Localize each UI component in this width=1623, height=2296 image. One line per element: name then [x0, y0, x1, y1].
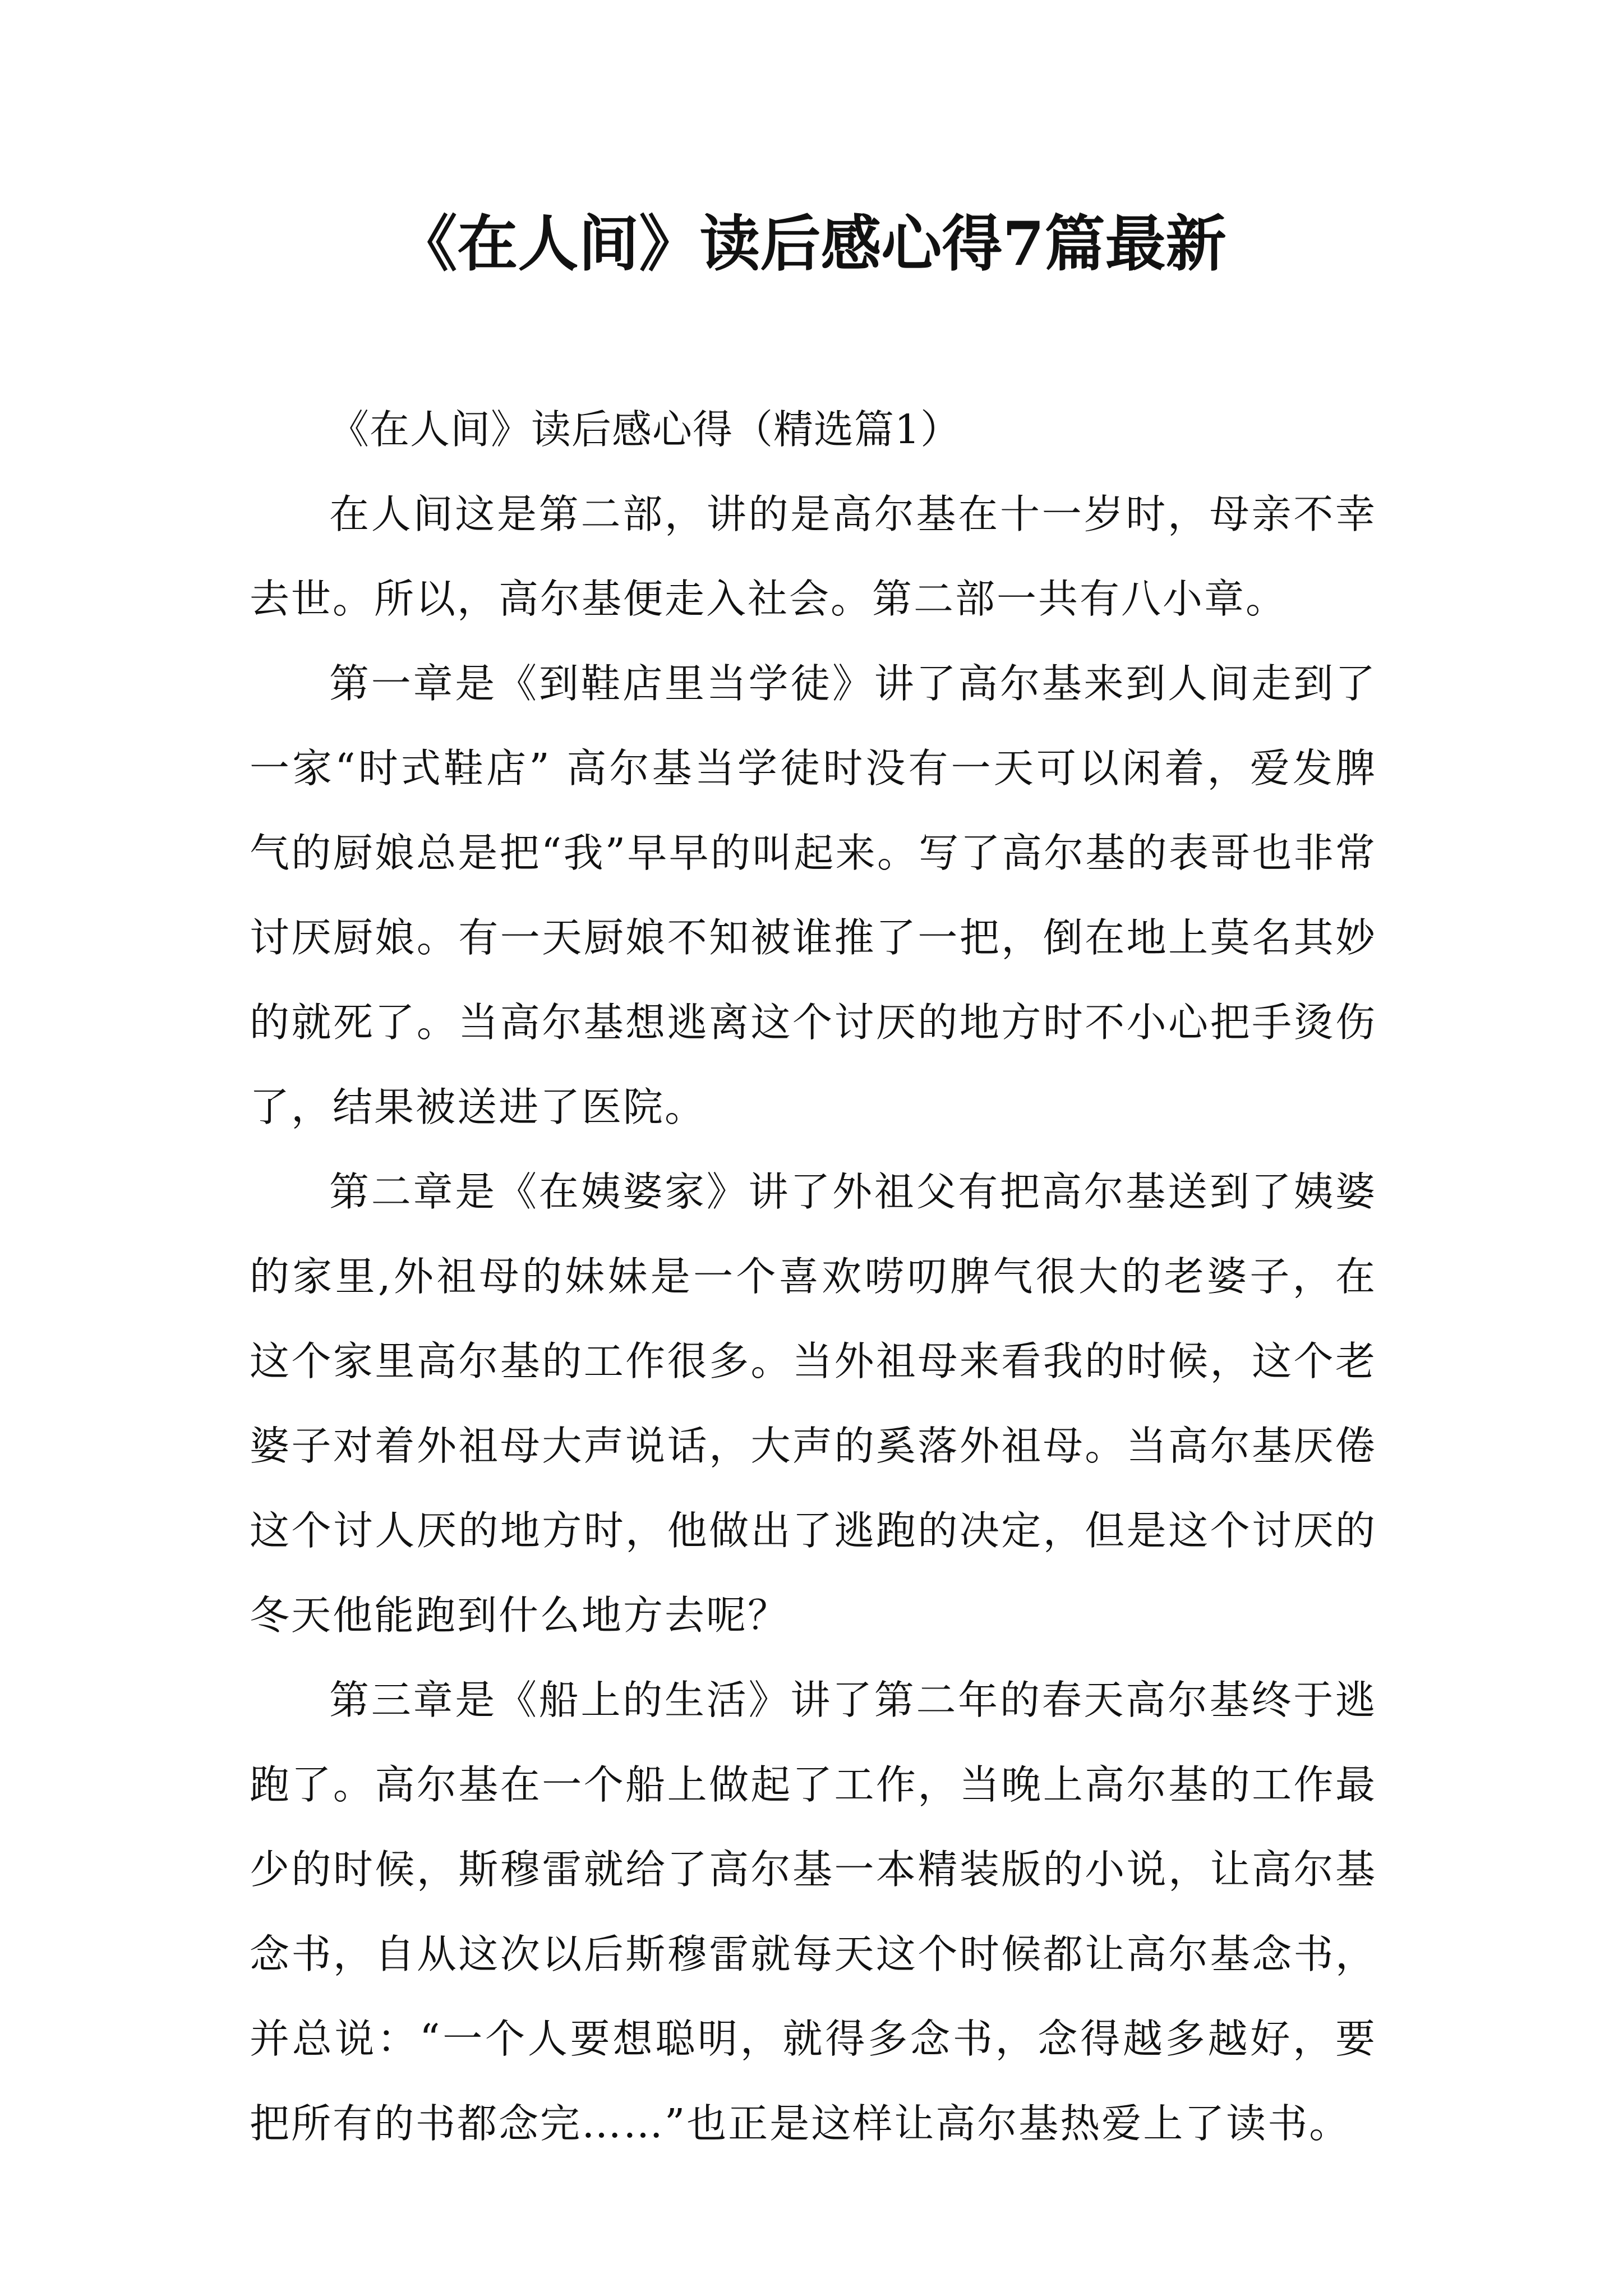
- paragraph-intro: 在人间这是第二部，讲的是高尔基在十一岁时，母亲不幸去世。所以，高尔基便走入社会。第二部一共有八小章。: [250, 491, 1377, 622]
- document-body: [250, 387, 1377, 2166]
- document-title: 《在人间》读后感心得7篇最新: [396, 209, 1227, 279]
- paragraph-chapter-3: 第三章是《船上的生活》讲了第二年的春天高尔基终于逃跑了。高尔基在一个船上做起了工作，当晚上高尔基的工作最少的时候，斯穆雷就给了高尔基一本精装版的小说，让高尔基念书，自从这次以后斯穆雷就每天这个时候都让高尔基念书，并总说：“一个人要想聪明，就得多念书，念得越多越好，要把所有的书都念完……”也正是这样让高尔基热爱上了读书。: [250, 1677, 1377, 2147]
- section-heading: 《在人间》读后感心得（精选篇1）: [329, 406, 961, 453]
- paragraph-chapter-1: 第一章是《到鞋店里当学徒》讲了高尔基来到人间走到了一家“时式鞋店” 高尔基当学徒时没有一天可以闲着，爱发脾气的厨娘总是把“我”早早的叫起来。写了高尔基的表哥也非常讨厌厨娘。有一天厨娘不知被谁推了一把，倒在地上莫名其妙的就死了。当高尔基想逃离这个讨厌的地方时不小心把手烫伤了，结果被送进了医院。: [250, 660, 1377, 1130]
- paragraph-chapter-2: 第二章是《在姨婆家》讲了外祖父有把高尔基送到了姨婆的家里,外祖母的妹妹是一个喜欢唠叨脾气很大的老婆子，在这个家里高尔基的工作很多。当外祖母来看我的时候，这个老婆子对着外祖母大声说话，大声的奚落外祖母。当高尔基厌倦这个讨人厌的地方时，他做出了逃跑的决定，但是这个讨厌的冬天他能跑到什么地方去呢？: [250, 1168, 1377, 1639]
